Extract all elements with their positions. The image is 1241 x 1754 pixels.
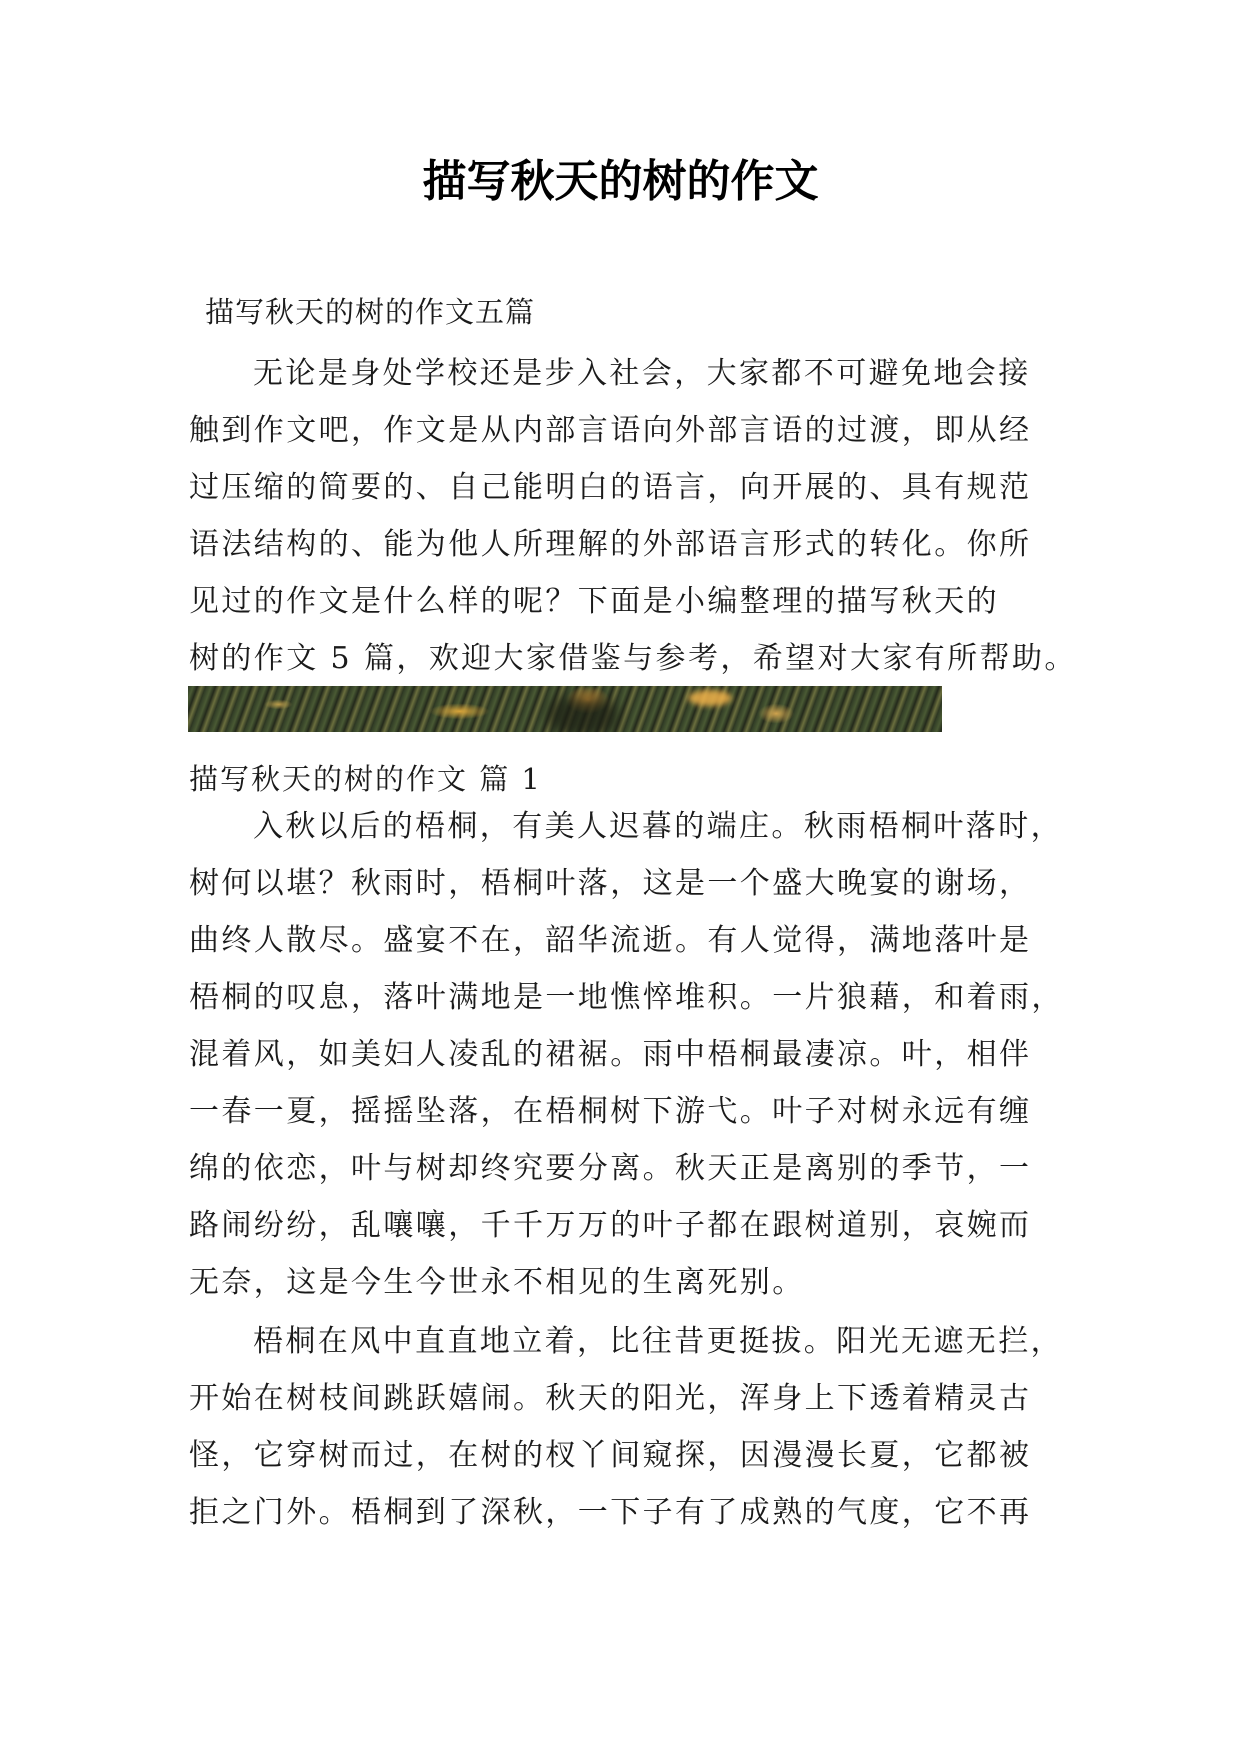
- paragraph-line: 开始在树枝间跳跃嬉闹。秋天的阳光，浑身上下透着精灵古: [189, 1381, 1032, 1416]
- paragraph-line: 一春一夏，摇摇坠落，在梧桐树下游弋。叶子对树永远有缠: [189, 1094, 1032, 1129]
- intro-line: 过压缩的简要的、自己能明白的语言，向开展的、具有规范: [189, 470, 1032, 505]
- intro-line: 树的作文 5 篇，欢迎大家借鉴与参考，希望对大家有所帮助。: [189, 641, 1077, 676]
- paragraph-line: 混着风，如美妇人凌乱的裙裾。雨中梧桐最凄凉。叶，相伴: [189, 1037, 1032, 1072]
- paragraph-line: 入秋以后的梧桐，有美人迟暮的端庄。秋雨梧桐叶落时，: [253, 809, 1063, 844]
- paragraph-line: 绵的依恋，叶与树却终究要分离。秋天正是离别的季节，一: [189, 1151, 1032, 1186]
- intro-line: 触到作文吧，作文是从内部言语向外部言语的过渡，即从经: [189, 413, 1032, 448]
- autumn-foliage-photo: [188, 686, 942, 732]
- paragraph-line: 无奈，这是今生今世永不相见的生离死别。: [189, 1265, 805, 1300]
- essay-paragraph-2: [189, 1313, 1063, 1541]
- intro-line: 无论是身处学校还是步入社会，大家都不可避免地会接: [253, 356, 1031, 391]
- paragraph-line: 怪，它穿树而过，在树的杈丫间窥探，因漫漫长夏，它都被: [189, 1438, 1032, 1473]
- paragraph-line: 曲终人散尽。盛宴不在，韶华流逝。有人觉得，满地落叶是: [189, 923, 1032, 958]
- document-subtitle: 描写秋天的树的作文五篇: [205, 295, 536, 329]
- paragraph-line: 路闹纷纷，乱嚷嚷，千千万万的叶子都在跟树道别，哀婉而: [189, 1208, 1032, 1243]
- essay-paragraph-1: [189, 798, 1064, 1311]
- section-heading: 描写秋天的树的作文 篇 1: [189, 762, 542, 796]
- paragraph-line: 拒之门外。梧桐到了深秋，一下子有了成熟的气度，它不再: [189, 1495, 1032, 1530]
- paragraph-line: 树何以堪？秋雨时，梧桐叶落，这是一个盛大晚宴的谢场，: [189, 866, 1032, 901]
- paragraph-line: 梧桐在风中直直地立着，比往昔更挺拔。阳光无遮无拦，: [253, 1324, 1063, 1359]
- intro-line: 语法结构的、能为他人所理解的外部语言形式的转化。你所: [189, 527, 1032, 562]
- paragraph-line: 梧桐的叹息，落叶满地是一地憔悴堆积。一片狼藉，和着雨，: [189, 980, 1064, 1015]
- document-title: 描写秋天的树的作文: [422, 156, 819, 207]
- intro-paragraph: [189, 345, 1077, 687]
- intro-line: 见过的作文是什么样的呢？下面是小编整理的描写秋天的: [189, 584, 999, 619]
